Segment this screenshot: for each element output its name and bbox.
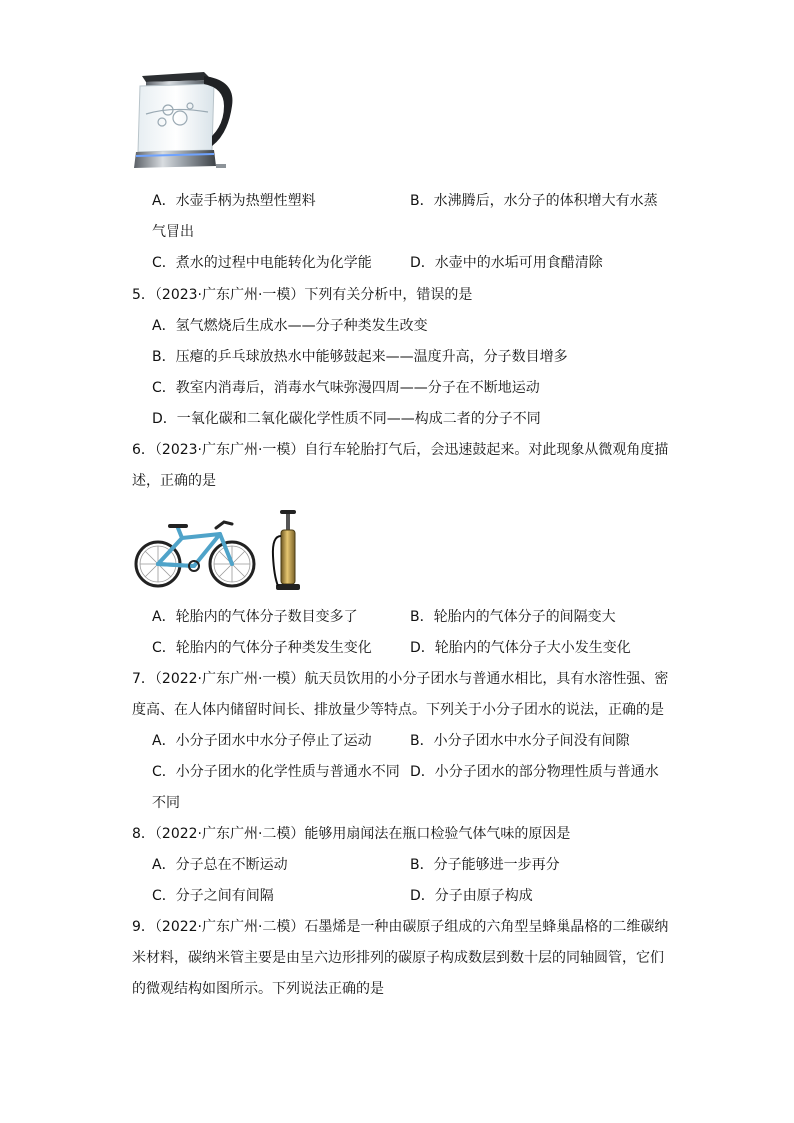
q8-option-c: C．分子之间有间隔	[152, 888, 274, 904]
bike-pump-illustration	[270, 506, 306, 594]
q7-option-a: A．小分子团水中水分子停止了运动	[152, 733, 372, 749]
q4-option-b: B．水沸腾后，水分子的体积增大有水蒸	[410, 193, 658, 209]
q9-stem-line-1: 9．（2022·广东广州·二模）石墨烯是一种由碳原子组成的六角型呈蜂巢晶格的二维碳纳	[132, 919, 669, 935]
q4-option-a: A．水壶手柄为热塑性塑料	[152, 193, 316, 209]
q6-stem-line-1: 6．（2023·广东广州·一模）自行车轮胎打气后，会迅速鼓起来。对此现象从微观角度描	[132, 442, 669, 458]
q8-stem: 8．（2022·广东广州·二模）能够用扇闻法在瓶口检验气体气味的原因是	[132, 826, 571, 842]
q5-option-b: B．压瘪的乒乓球放热水中能够鼓起来——温度升高，分子数目增多	[152, 349, 568, 365]
q5-option-a: A．氢气燃烧后生成水——分子种类发生改变	[152, 318, 428, 334]
q6-option-c: C．轮胎内的气体分子种类发生变化	[152, 640, 372, 656]
q5-stem: 5．（2023·广东广州·一模）下列有关分析中，错误的是	[132, 287, 473, 303]
q6-stem-line-2: 述，正确的是	[132, 473, 216, 489]
q8-option-b: B．分子能够进一步再分	[410, 857, 560, 873]
q4-option-c: C．煮水的过程中电能转化为化学能	[152, 255, 372, 271]
q9-stem-line-2: 米材料，碳纳米管主要是由呈六边形排列的碳原子构成数层到数十层的同轴圆管，它们	[132, 950, 664, 966]
q6-option-a: A．轮胎内的气体分子数目变多了	[152, 609, 358, 625]
q7-option-b: B．小分子团水中水分子间没有间隙	[410, 733, 630, 749]
q7-stem-line-2: 度高、在人体内储留时间长、排放量少等特点。下列关于小分子团水的说法，正确的是	[132, 702, 664, 718]
q8-option-a: A．分子总在不断运动	[152, 857, 288, 873]
electric-kettle-illustration	[132, 66, 238, 174]
q6-option-d: D．轮胎内的气体分子大小发生变化	[410, 640, 631, 656]
q4-option-d: D．水壶中的水垢可用食醋清除	[410, 255, 603, 271]
q7-option-d: D．小分子团水的部分物理性质与普通水	[410, 764, 659, 780]
q6-option-b: B．轮胎内的气体分子的间隔变大	[410, 609, 616, 625]
q7-option-d-continued: 不同	[152, 795, 180, 811]
q5-option-d: D．一氧化碳和二氧化碳化学性质不同——构成二者的分子不同	[152, 411, 541, 427]
q5-option-c: C．教室内消毒后，消毒水气味弥漫四周——分子在不断地运动	[152, 380, 540, 396]
q7-stem-line-1: 7．（2022·广东广州·一模）航天员饮用的小分子团水与普通水相比，具有水溶性强、密	[132, 671, 669, 687]
q4-option-b-continued: 气冒出	[152, 224, 194, 240]
q8-option-d: D．分子由原子构成	[410, 888, 533, 904]
q7-option-c: C．小分子团水的化学性质与普通水不同	[152, 764, 400, 780]
q9-stem-line-3: 的微观结构如图所示。下列说法正确的是	[132, 981, 384, 997]
bicycle-illustration	[132, 508, 260, 592]
